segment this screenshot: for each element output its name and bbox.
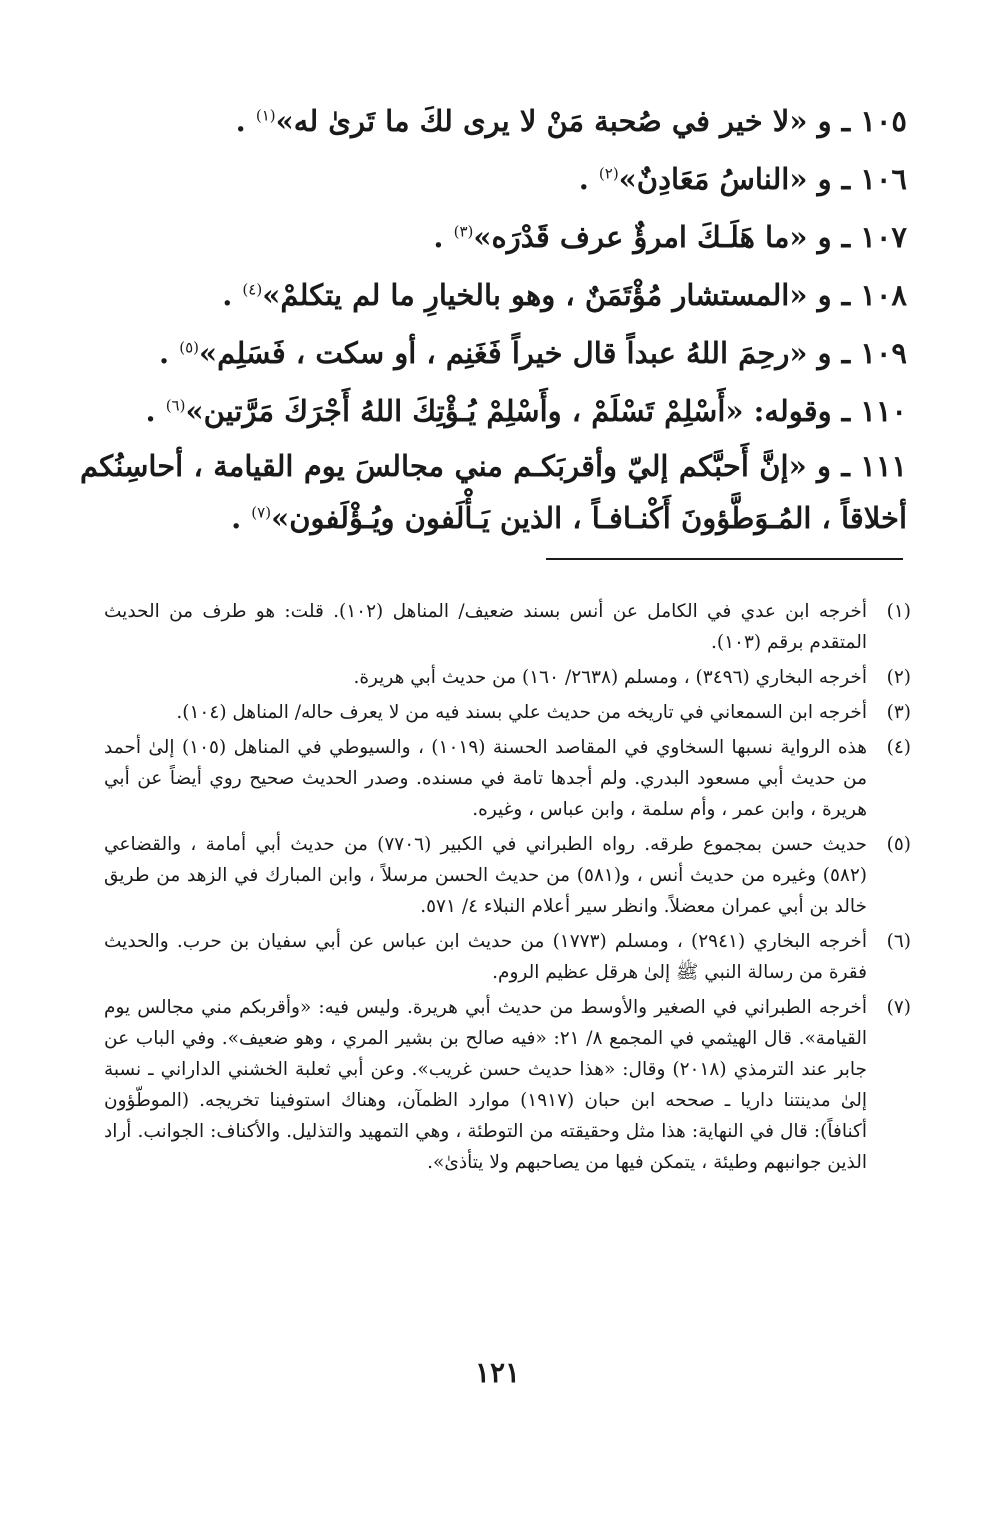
footnote-number: (٤) (886, 737, 911, 758)
footnote-separator (546, 558, 903, 560)
hadith-entries (80, 92, 907, 544)
footnote-number: (٢) (886, 667, 911, 688)
hadith-entry-105: ١٠٥ ـ و «لا خير في صُحبة مَنْ لا يرى لكَ ما تَرىٰ له»$^{(١)}$ . (235, 104, 907, 138)
footnote-number: (٦) (886, 931, 911, 952)
footnote-ref[interactable]: (٣) (453, 222, 474, 241)
footnote-4 (104, 732, 911, 825)
page-number: ١٢١ (474, 1356, 521, 1389)
footnote-2 (104, 662, 911, 693)
footnote-number: (٣) (886, 702, 911, 723)
footnote-text: أخرجه البخاري (٢٩٤١) ، ومسلم (١٧٧٣) من حديث ابن عباس عن أبي سفيان بن حرب. والحديث فقرة من رسالة النبي ﷺ إلىٰ هرقل عظيم الروم. (104, 931, 867, 983)
footnote-1 (104, 596, 911, 658)
hadith-entry-109: ١٠٩ ـ و «رحِمَ اللهُ عبداً قال خيراً فَغَنِم ، أو سكت ، فَسَلِم»$^{(٥)}$ . (159, 336, 907, 370)
footnote-ref[interactable]: (١) (255, 106, 276, 125)
footnote-6 (104, 926, 911, 988)
footnote-5 (104, 829, 911, 922)
footnote-text: حديث حسن بمجموع طرقه. رواه الطبراني في الكبير (٧٧٠٦) من حديث أبي أمامة ، والقضاعي (٥٨٢) وغيره من حديث أنس ، و(٥٨١) من حديث الحسن مرسلاً ، وابن المبارك في الزهد من طريق خالد بن أبي عمران معضلاً. وانظر سير أعلام النبلاء ٤/ ٥٧١. (104, 834, 868, 917)
footnote-text: هذه الرواية نسبها السخاوي في المقاصد الحسنة (١٠١٩) ، والسيوطي في المناهل (١٠٥) إلىٰ أحمد من حديث أبي مسعود البدري. ولم أجدها تامة في مسنده. وصدر الحديث صحيح روي أيضاً عن أبي هريرة ، وابن عمر ، وأم سلمة ، وابن عباس ، وغيره. (104, 737, 868, 820)
footnote-7 (104, 992, 911, 1178)
hadith-entry-107: ١٠٧ ـ و «ما هَلَـكَ امرؤٌ عرف قَدْرَه»$^{(٣)}$ . (433, 220, 907, 254)
footnote-text: أخرجه الطبراني في الصغير والأوسط من حديث أبي هريرة. وليس فيه: «وأقربكم مني مجالس يوم القيامة». قال الهيثمي في المجمع ٨/ ٢١: «فيه صالح بن بشير المري ، وهو ضعيف». وفي الباب عن جابر عند الترمذي (٢٠١٨) وقال: «هذا حديث حسن غريب». وعن أبي ثعلبة الخشني الداراني ـ نسبة إلىٰ مدينتنا داريا ـ صححه ابن حبان (١٩١٧) موارد الظمآن، وهناك استوفينا تخريجه. (الموطّؤون أكنافاً): قال في النهاية: هذا مثل وحقيقته من التوطئة ، وهي التمهيد والتذليل. والأكناف: الجوانب. أراد الذين جوانبهم وطيئة ، يتمكن فيها من يصاحبهم ولا يتأذىٰ». (104, 997, 867, 1173)
footnote-ref[interactable]: (٤) (242, 280, 263, 299)
hadith-entry-106: ١٠٦ ـ و «الناسُ مَعَادِنٌ»$^{(٢)}$ . (578, 162, 907, 196)
footnote-ref[interactable]: (٦) (165, 396, 186, 415)
footnote-ref[interactable]: (٥) (179, 338, 200, 357)
footnotes (104, 596, 911, 1182)
hadith-entry-108: ١٠٨ ـ و «المستشار مُؤْتَمَنٌ ، وهو بالخيارِ ما لم يتكلمْ»$^{(٤)}$ . (222, 278, 907, 312)
footnote-ref[interactable]: (٢) (598, 164, 619, 183)
hadith-entry-110: ١١٠ ـ وقوله: «أَسْلِمْ تَسْلَمْ ، وأَسْلِمْ يُـؤْتِكَ اللهُ أَجْرَكَ مَرَّتين»$^{(٦)}$ . (145, 394, 907, 428)
footnote-text: أخرجه البخاري (٣٤٩٦) ، ومسلم (٢٦٣٨/ ١٦٠) من حديث أبي هريرة. (353, 667, 867, 688)
footnote-text: أخرجه ابن عدي في الكامل عن أنس بسند ضعيف/ المناهل (١٠٢). قلت: هو طرف من الحديث المتقدم برقم (١٠٣). (104, 601, 868, 653)
footnote-ref[interactable]: (٧) (251, 503, 272, 522)
hadith-entry-111: ١١١ ـ و «إنَّ أَحبَّكم إليّ وأقربَكـم مني مجالسَ يوم القيامة ، أحاسِنُكم أخلاقاً ، المُـوَطَّؤونَ أَكْنـافـاً ، الذين يَـأْلَفون ويُـؤْلَفون»$^{(٧)}$ . (80, 449, 907, 535)
footnote-number: (٥) (886, 834, 911, 855)
footnote-3 (104, 697, 911, 728)
footnote-text: أخرجه ابن السمعاني في تاريخه من حديث علي بسند فيه من لا يعرف حاله/ المناهل (١٠٤). (176, 702, 867, 723)
footnote-number: (٧) (886, 997, 911, 1018)
footnote-number: (١) (886, 601, 911, 622)
